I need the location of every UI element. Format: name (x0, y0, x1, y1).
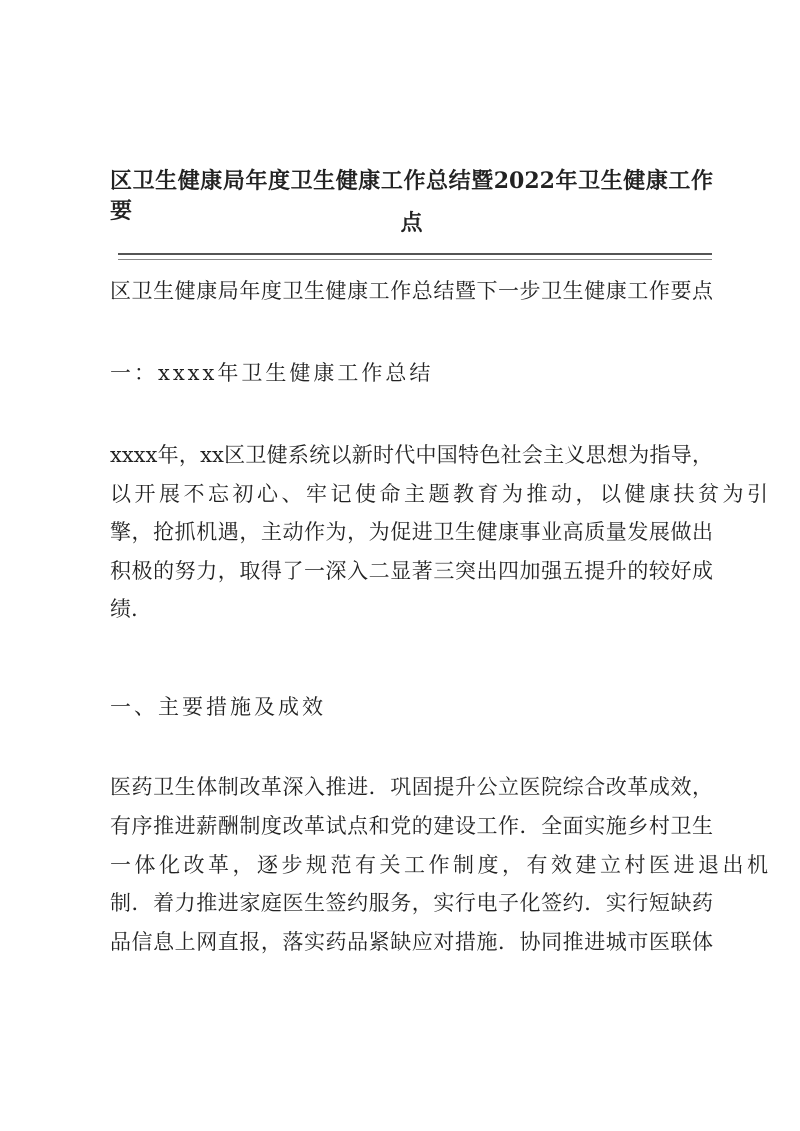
paragraph-line: 一体化改革，逐步规范有关工作制度，有效建立村医进退出机 (110, 853, 772, 877)
subheading: 一、主要措施及成效 (110, 695, 326, 719)
paragraph-line: xxxx年，xx区卫健系统以新时代中国特色社会主义思想为指导， (110, 443, 713, 467)
paragraph-line: 擎，抢抓机遇，主动作为，为促进卫生健康事业高质量发展做出 (110, 520, 713, 544)
document-title-line1: 区卫生健康局年度卫生健康工作总结暨2022年卫生健康工作要 (110, 168, 713, 224)
subtitle: 区卫生健康局年度卫生健康工作总结暨下一步卫生健康工作要点 (110, 279, 713, 303)
paragraph-line: 有序推进薪酬制度改革试点和党的建设工作．全面实施乡村卫生 (110, 814, 713, 838)
paragraph-line: 绩. (110, 597, 138, 621)
paragraph-line: 以开展不忘初心、牢记使命主题教育为推动，以健康扶贫为引 (110, 482, 772, 506)
section-heading: 一：xxxx年卫生健康工作总结 (110, 361, 434, 385)
title-divider (118, 253, 712, 260)
paragraph-line: 制．着力推进家庭医生签约服务，实行电子化签约．实行短缺药 (110, 891, 713, 915)
paragraph-line: 品信息上网直报，落实药品紧缺应对措施．协同推进城市医联体 (110, 930, 713, 954)
paragraph-line: 医药卫生体制改革深入推进．巩固提升公立医院综合改革成效， (110, 775, 713, 799)
paragraph-line: 积极的努力，取得了一深入二显著三突出四加强五提升的较好成 (110, 559, 713, 583)
document-title-line2: 点 (400, 210, 423, 236)
